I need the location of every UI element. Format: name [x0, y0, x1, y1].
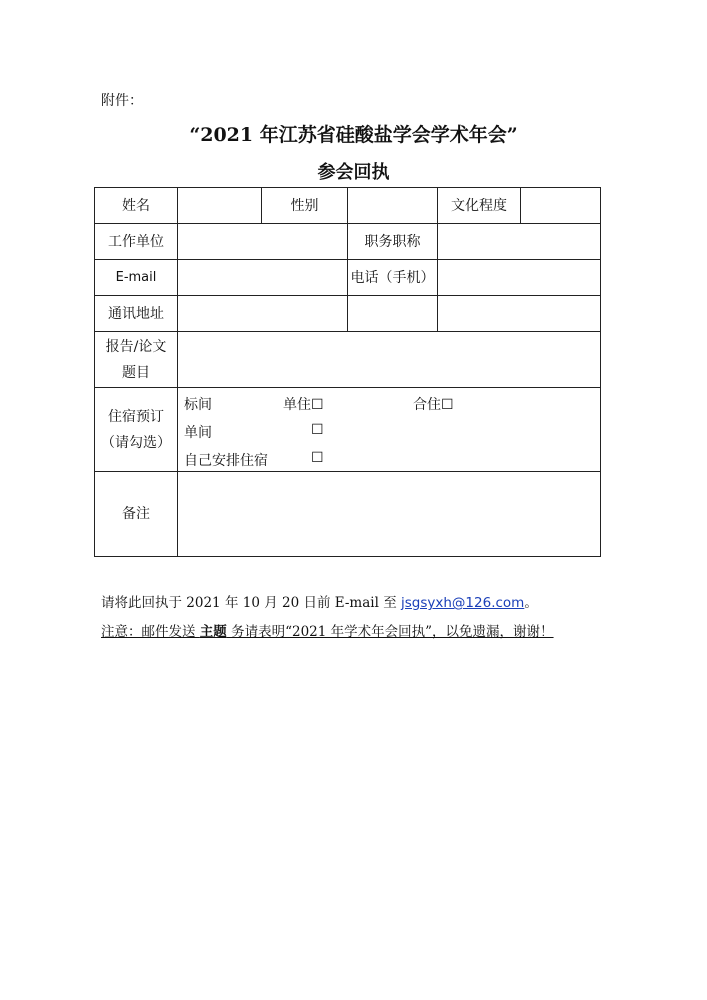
submission-instruction	[101, 591, 538, 611]
shared-label: 合住	[413, 397, 441, 413]
lodging-options	[177, 387, 601, 472]
position-field[interactable]	[437, 223, 601, 260]
remarks-field[interactable]	[177, 471, 601, 557]
address-field-extra[interactable]	[347, 295, 438, 332]
room-standard-label: 标间	[184, 397, 212, 413]
room-single-checkbox[interactable]: ☐	[311, 422, 324, 438]
name-label: 姓名	[94, 187, 178, 224]
phone-label: 电话（手机）	[347, 259, 438, 296]
report-title-label	[94, 331, 178, 388]
address-field[interactable]	[177, 295, 348, 332]
self-arrange-checkbox[interactable]: ☐	[311, 450, 324, 466]
registration-form	[94, 187, 601, 557]
single-occupancy-label: 单住	[283, 397, 311, 413]
notice-subject: 主题	[199, 624, 227, 640]
education-field[interactable]	[520, 187, 601, 224]
remarks-label: 备注	[94, 471, 178, 557]
report-label-line1: 报告/论文	[105, 338, 167, 355]
employer-field[interactable]	[177, 223, 348, 260]
email-field[interactable]	[177, 259, 348, 296]
single-occupancy-option[interactable]	[283, 394, 324, 414]
position-label: 职务职称	[347, 223, 438, 260]
self-arrange-label: 自己安排住宿	[184, 453, 268, 469]
lodging-label-line2: （请勾选）	[101, 434, 171, 451]
gender-field[interactable]	[347, 187, 438, 224]
notice-suffix: 务请表明“2021 年学术年会回执”，以免遗漏，谢谢！	[226, 624, 554, 640]
lodging-label	[94, 387, 178, 472]
report-label-line2: 题目	[122, 364, 150, 381]
shared-checkbox[interactable]: ☐	[441, 397, 454, 413]
address-label: 通讯地址	[94, 295, 178, 332]
shared-option[interactable]	[413, 394, 454, 414]
email-notice	[101, 620, 554, 640]
instruction-prefix: 请将此回执于 2021 年 10 月 20 日前 E-mail 至	[101, 595, 401, 611]
email-label: E-mail	[94, 259, 178, 296]
employer-label: 工作单位	[94, 223, 178, 260]
education-label: 文化程度	[437, 187, 521, 224]
address-field-extra-2[interactable]	[437, 295, 601, 332]
report-title-field[interactable]	[177, 331, 601, 388]
attachment-label: 附件：	[101, 93, 143, 109]
email-link[interactable]: jsgsyxh@126.com	[401, 595, 525, 611]
phone-field[interactable]	[437, 259, 601, 296]
notice-prefix: 注意：邮件发送	[101, 624, 200, 640]
page-subtitle: 参会回执	[317, 162, 390, 183]
lodging-label-line1: 住宿预订	[108, 408, 164, 425]
page-title: “2021 年江苏省硅酸盐学会学术年会”	[189, 124, 518, 146]
name-field[interactable]	[177, 187, 262, 224]
instruction-suffix: 。	[524, 595, 538, 611]
gender-label: 性别	[261, 187, 348, 224]
single-occupancy-checkbox[interactable]: ☐	[311, 397, 324, 413]
room-single-label: 单间	[184, 425, 212, 441]
